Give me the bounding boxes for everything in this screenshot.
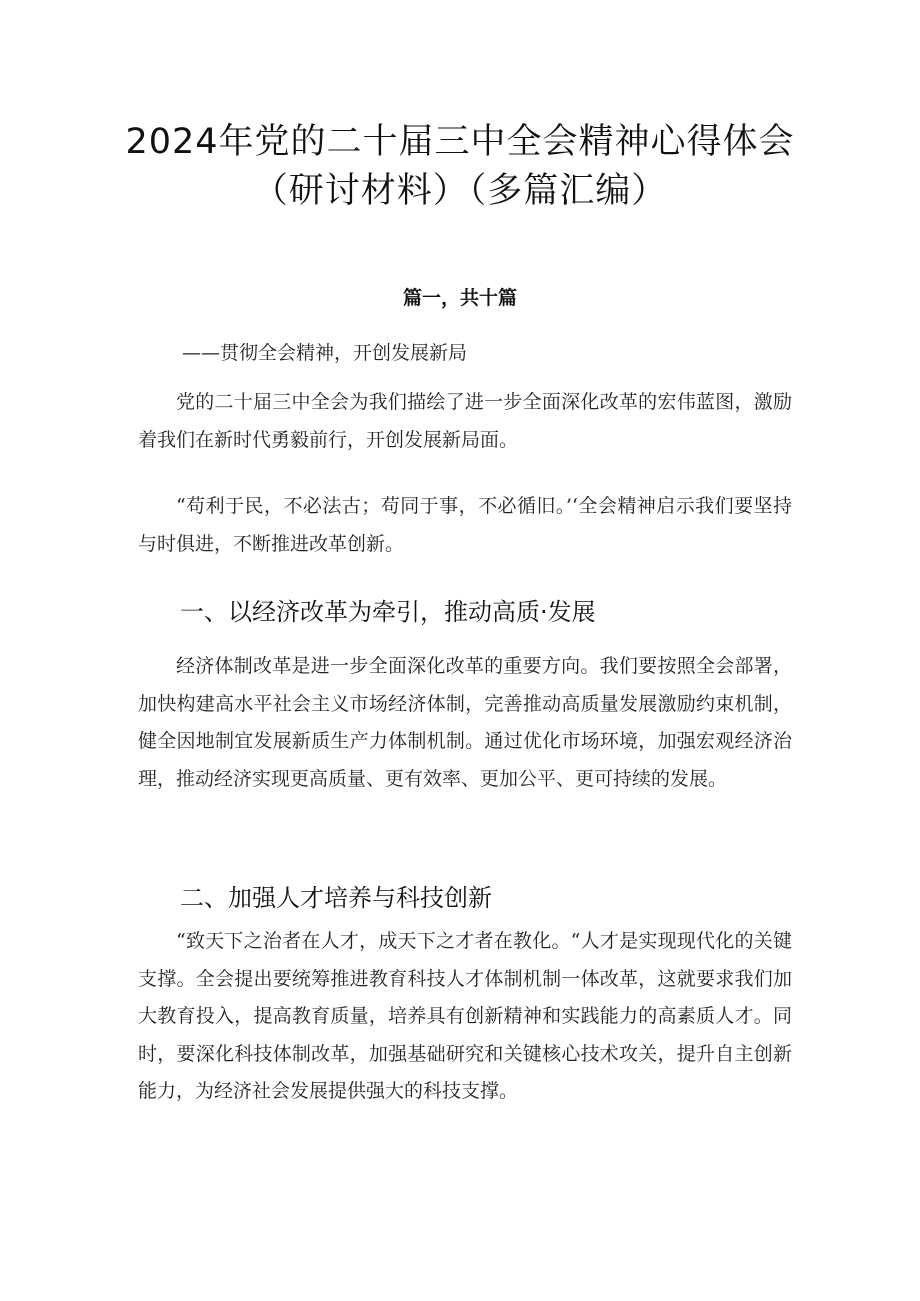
paragraph-intro: 党的二十届三中全会为我们描绘了进一步全面深化改革的宏伟蓝图，激励着我们在新时代勇毅前行，开创发展新局面。	[138, 391, 792, 451]
heading-economic-reform: 一、以经济改革为牵引，推动高质·发展	[180, 598, 596, 626]
paragraph-talent: “致天下之治者在人才，成天下之才者在教化。“人才是实现现代化的关键支撑。全会提出要统筹推进教育科技人才体制机制一体改革，这就要求我们加大教育投入，提高教育质量，培养具有创新精神和实践能力的高素质人才。同时，要深化科技体制改革，加强基础研究和关键核心技术攻关，提升自主创新能力，为经济社会发展提供强大的科技支撑。	[138, 930, 792, 1103]
document-title-line-2: （研讨材料）（多篇汇编）	[252, 171, 668, 211]
heading-talent-tech: 二、加强人才培养与科技创新	[180, 884, 492, 912]
paragraph-quote: “苟利于民，不必法古；苟同于事，不必循旧。’‘全会精神启示我们要坚持与时俱进，不断推进改革创新。	[138, 495, 792, 555]
paragraph-economy: 经济体制改革是进一步全面深化改革的重要方向。我们要按照全会部署，加快构建高水平社会主义市场经济体制，完善推动高质量发展激励约束机制，健全因地制宜发展新质生产力体制机制。通过优化市场环境，加强宏观经济治理，推动经济实现更高质量、更有效率、更加公平、更可持续的发展。	[138, 655, 792, 790]
document-title-line-1: 2024年党的二十届三中全会精神心得体会	[125, 122, 795, 162]
section-label: 篇一，共十篇	[402, 287, 517, 309]
lead-line: ——贯彻全会精神，开创发展新局	[182, 342, 468, 364]
